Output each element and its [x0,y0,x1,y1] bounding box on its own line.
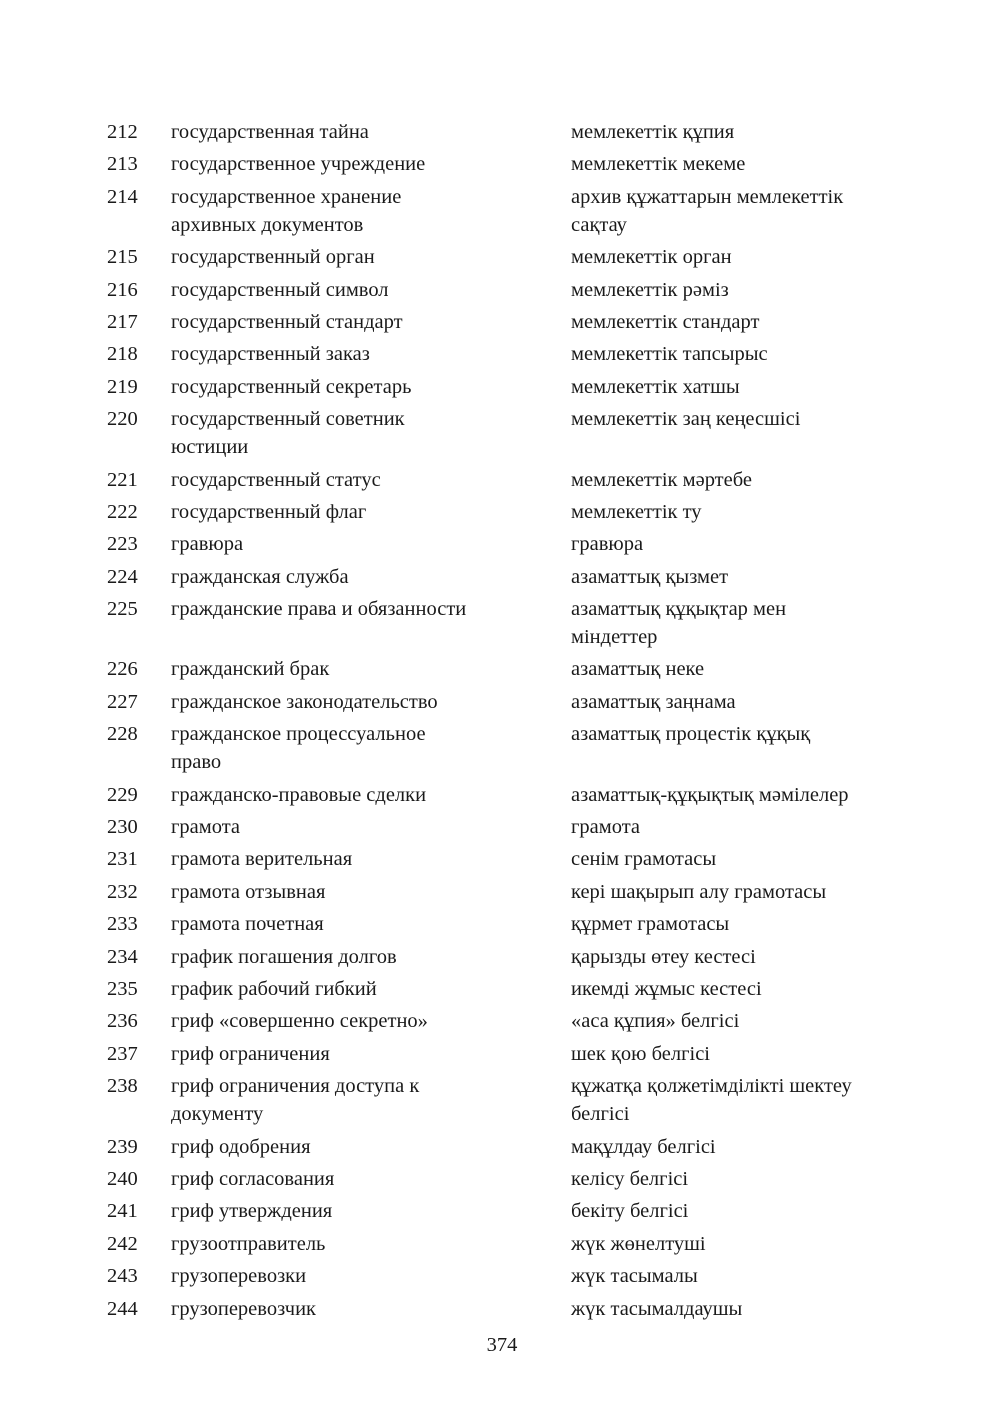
entry-number: 225 [107,598,138,621]
kazakh-term: мемлекеттік мекеме [571,153,746,176]
entry-number: 226 [107,658,138,681]
glossary-entry [107,1165,907,1193]
kazakh-term: азаматтық процестік құқық [571,723,811,746]
russian-term: государственный заказ [171,343,370,366]
russian-term: государственный стандарт [171,310,403,333]
russian-term: гражданское процессуальное право [171,723,426,774]
entry-number: 219 [107,375,138,398]
entry-number: 243 [107,1265,138,1288]
page-number: 374 [486,1334,518,1356]
russian-term: график погашения долгов [171,945,397,968]
kazakh-term: икемді жұмыс кестесі [571,977,762,1000]
kazakh-term: «аса құпия» белгісі [571,1010,740,1033]
kazakh-term: мақұлдау белгісі [571,1135,716,1158]
kazakh-term: құрмет грамотасы [571,913,730,936]
glossary-entry [107,910,907,938]
kazakh-term: жүк тасымалдаушы [571,1297,743,1320]
kazakh-term: шек қою белгісі [571,1042,711,1065]
russian-term: государственный орган [171,246,375,269]
entry-number: 213 [107,153,138,176]
glossary-entry [107,943,907,971]
russian-term: государственный символ [171,278,389,301]
russian-term: государственная тайна [171,121,369,143]
russian-term: гражданско-правовые сделки [171,783,427,806]
russian-term: гравюра [171,533,244,556]
russian-term: государственное хранение архивных документов [171,185,402,236]
kazakh-term: гравюра [571,533,644,556]
russian-term: гражданское законодательство [171,690,438,713]
kazakh-term: мемлекеттік рәміз [571,278,729,301]
russian-term: грузоперевозки [171,1265,307,1288]
glossary-entry [107,1230,907,1258]
russian-term: гриф «совершенно секретно» [171,1010,428,1033]
entry-number: 234 [107,945,138,968]
glossary-entry [107,1133,907,1161]
glossary-entry [107,813,907,841]
glossary-entry [107,530,907,558]
entry-number: 217 [107,310,138,333]
kazakh-term: мемлекеттік тапсырыс [571,343,768,366]
entry-number: 228 [107,723,138,746]
entry-number: 212 [107,121,138,143]
russian-term: государственный статус [171,468,381,491]
kazakh-term: кері шақырып алу грамотасы [571,880,827,903]
glossary-entry [107,595,907,651]
kazakh-term: мемлекеттік заң кеңесшісі [571,408,801,431]
glossary-entry [107,340,907,368]
glossary-entry [107,118,907,146]
glossary-entry [107,655,907,683]
kazakh-term: құжатқа қолжетімділікті шектеу белгісі [571,1075,852,1126]
kazakh-term: мемлекеттік мәртебе [571,468,752,491]
glossary-entry [107,688,907,716]
glossary-entry [107,150,907,178]
glossary-entry [107,183,907,239]
entry-number: 227 [107,690,138,713]
glossary-entry [107,1295,907,1323]
entry-number: 241 [107,1200,138,1223]
entry-number: 214 [107,185,138,208]
kazakh-term: мемлекеттік ту [571,500,702,523]
russian-term: гриф ограничения доступа к документу [171,1075,420,1126]
russian-term: грамота [171,816,241,839]
glossary-list [107,118,907,1327]
kazakh-term: азаматтық неке [571,658,705,681]
kazakh-term: сенім грамотасы [571,848,717,871]
entry-number: 233 [107,913,138,936]
glossary-entry [107,720,907,776]
entry-number: 224 [107,565,138,588]
russian-term: гриф согласования [171,1167,335,1190]
entry-number: 230 [107,816,138,839]
entry-number: 215 [107,246,138,269]
kazakh-term: қарызды өтеу кестесі [571,945,756,968]
russian-term: государственный флаг [171,500,367,523]
russian-term: гриф утверждения [171,1200,333,1223]
glossary-entry [107,1072,907,1128]
glossary-entry [107,243,907,271]
glossary-entry [107,1197,907,1225]
entry-number: 238 [107,1075,138,1098]
russian-term: гражданские права и обязанности [171,598,467,621]
kazakh-term: мемлекеттік хатшы [571,375,740,398]
kazakh-term: азаматтық қызмет [571,565,729,588]
glossary-entry [107,276,907,304]
kazakh-term: мемлекеттік орган [571,246,732,269]
glossary-entry [107,1040,907,1068]
glossary-entry [107,878,907,906]
russian-term: государственный советник юстиции [171,408,405,459]
russian-term: гриф одобрения [171,1135,311,1158]
kazakh-term: азаматтық заңнама [571,690,736,713]
russian-term: гриф ограничения [171,1042,330,1065]
russian-term: грузоперевозчик [171,1297,317,1320]
entry-number: 242 [107,1232,138,1255]
entry-number: 231 [107,848,138,871]
kazakh-term: жүк тасымалы [571,1265,698,1288]
glossary-entry [107,563,907,591]
entry-number: 223 [107,533,138,556]
russian-term: государственное учреждение [171,153,426,176]
russian-term: грузоотправитель [171,1232,326,1255]
russian-term: государственный секретарь [171,375,412,398]
kazakh-term: архив құжаттарын мемлекеттік сақтау [571,185,844,236]
russian-term: гражданская служба [171,565,349,588]
russian-term: грамота почетная [171,913,324,936]
russian-term: график рабочий гибкий [171,977,377,1000]
kazakh-term: азаматтық-құқықтық мәмілелер [571,783,849,806]
russian-term: гражданский брак [171,658,330,681]
kazakh-term: жүк жөнелтуші [571,1232,706,1255]
kazakh-term: бекіту белгісі [571,1200,689,1223]
kazakh-term: келісу белгісі [571,1167,689,1190]
entry-number: 232 [107,880,138,903]
entry-number: 240 [107,1167,138,1190]
kazakh-term: мемлекеттік құпия [571,121,735,143]
entry-number: 229 [107,783,138,806]
entry-number: 216 [107,278,138,301]
entry-number: 237 [107,1042,138,1065]
glossary-entry [107,498,907,526]
kazakh-term: мемлекеттік стандарт [571,310,760,333]
kazakh-term: азаматтық құқықтар мен міндеттер [571,598,787,649]
glossary-entry [107,466,907,494]
russian-term: грамота верительная [171,848,353,871]
glossary-entry [107,1262,907,1290]
entry-number: 239 [107,1135,138,1158]
entry-number: 221 [107,468,138,491]
glossary-entry [107,308,907,336]
entry-number: 222 [107,500,138,523]
entry-number: 236 [107,1010,138,1033]
entry-number: 244 [107,1297,138,1320]
kazakh-term: грамота [571,816,641,839]
entry-number: 218 [107,343,138,366]
glossary-entry [107,405,907,461]
entry-number: 220 [107,408,138,431]
glossary-entry [107,1007,907,1035]
glossary-entry [107,845,907,873]
glossary-entry [107,975,907,1003]
glossary-entry [107,781,907,809]
glossary-entry [107,373,907,401]
entry-number: 235 [107,977,138,1000]
russian-term: грамота отзывная [171,880,326,903]
